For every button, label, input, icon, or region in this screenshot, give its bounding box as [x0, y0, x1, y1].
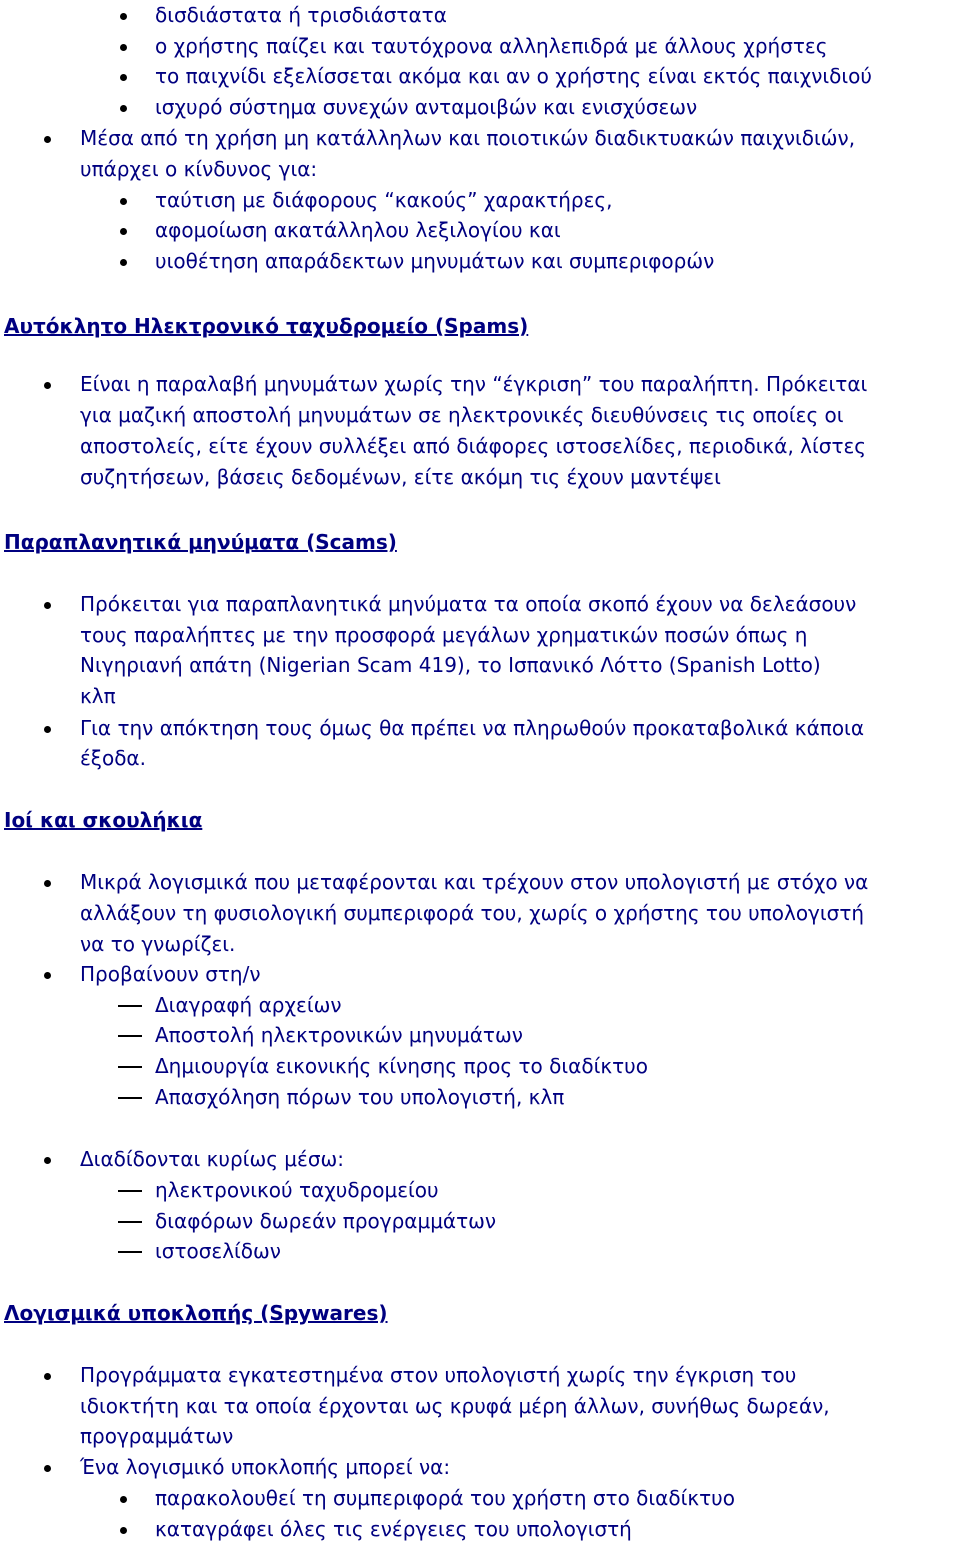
sub-list-item: Δημιουργία εικονικής κίνησης προς το διαδίκτυο: [155, 1054, 648, 1078]
paragraph-line: ιδιοκτήτη και τα οποία έρχονται ως κρυφά μέρη άλλων, συνήθως δωρεάν,: [80, 1394, 830, 1418]
bullet-icon: [44, 136, 51, 143]
paragraph-line: Προβαίνουν στη/ν: [80, 962, 261, 986]
risk-intro-line: υπάρχει ο κίνδυνος για:: [80, 157, 318, 181]
paragraph-line: συζητήσεων, βάσεις δεδομένων, είτε ακόμη τις έχουν μαντέψει: [80, 465, 721, 489]
dash-icon: [118, 1251, 142, 1253]
dash-icon: [118, 1190, 142, 1192]
dash-icon: [118, 1221, 142, 1223]
bullet-icon: [120, 1527, 127, 1534]
list-item: δισδιάστατα ή τρισδιάστατα: [155, 3, 447, 27]
paragraph-line: κλπ: [80, 684, 116, 708]
bullet-icon: [120, 1496, 127, 1503]
bullet-icon: [44, 880, 51, 887]
bullet-icon: [44, 1157, 51, 1164]
list-item: ο χρήστης παίζει και ταυτόχρονα αλληλεπιδρά με άλλους χρήστες: [155, 34, 828, 58]
sub-list-item: Διαγραφή αρχείων: [155, 993, 342, 1017]
paragraph-line: να το γνωρίζει.: [80, 932, 236, 956]
sub-list-item: διαφόρων δωρεάν προγραμμάτων: [155, 1209, 497, 1233]
sub-list-item: καταγράφει όλες τις ενέργειες του υπολογιστή: [155, 1517, 632, 1541]
paragraph-line: Είναι η παραλαβή μηνυμάτων χωρίς την “έγκριση” του παραλήπτη. Πρόκειται: [80, 372, 868, 396]
paragraph-line: προγραμμάτων: [80, 1424, 234, 1448]
sub-list-item: Αποστολή ηλεκτρονικών μηνυμάτων: [155, 1023, 523, 1047]
bullet-icon: [120, 13, 127, 20]
list-item: ισχυρό σύστημα συνεχών ανταμοιβών και ενισχύσεων: [155, 95, 698, 119]
paragraph-line: έξοδα.: [80, 746, 146, 770]
sub-list-item: Απασχόληση πόρων του υπολογιστή, κλπ: [155, 1085, 565, 1109]
paragraph-line: Προγράμματα εγκατεστημένα στον υπολογιστή χωρίς την έγκριση του: [80, 1363, 797, 1387]
risk-intro-line: Μέσα από τη χρήση μη κατάλληλων και ποιοτικών διαδικτυακών παιχνιδιών,: [80, 126, 856, 150]
paragraph-line: αποστολείς, είτε έχουν συλλέξει από διάφορες ιστοσελίδες, περιοδικά, λίστες: [80, 434, 867, 458]
section-heading-scams: Παραπλανητικά μηνύματα (Scams): [4, 530, 397, 554]
paragraph-line: Διαδίδονται κυρίως μέσω:: [80, 1147, 344, 1171]
dash-icon: [118, 1066, 142, 1068]
paragraph-line: αλλάξουν τη φυσιολογική συμπεριφορά του, χωρίς ο χρήστης του υπολογιστή: [80, 901, 865, 925]
bullet-icon: [44, 972, 51, 979]
paragraph-line: Ένα λογισμικό υποκλοπής μπορεί να:: [80, 1455, 451, 1479]
paragraph-line: Για την απόκτηση τους όμως θα πρέπει να πληρωθούν προκαταβολικά κάποια: [80, 716, 865, 740]
dash-icon: [118, 1097, 142, 1099]
bullet-icon: [120, 44, 127, 51]
paragraph-line: τους παραλήπτες με την προσφορά μεγάλων χρηματικών ποσών όπως η: [80, 623, 808, 647]
bullet-icon: [44, 382, 51, 389]
sub-list-item: ιστοσελίδων: [155, 1239, 281, 1263]
paragraph-line: Νιγηριανή απάτη (Nigerian Scam 419), το Ισπανικό Λόττο (Spanish Lotto): [80, 653, 821, 677]
paragraph-line: Μικρά λογισμικά που μεταφέρονται και τρέχουν στον υπολογιστή με στόχο να: [80, 870, 869, 894]
list-item: υιοθέτηση απαράδεκτων μηνυμάτων και συμπεριφορών: [155, 249, 715, 273]
list-item: αφομοίωση ακατάλληλου λεξιλογίου και: [155, 218, 561, 242]
sub-list-item: παρακολουθεί τη συμπεριφορά του χρήστη στο διαδίκτυο: [155, 1486, 735, 1510]
bullet-icon: [120, 198, 127, 205]
bullet-icon: [44, 602, 51, 609]
bullet-icon: [120, 259, 127, 266]
section-heading-spams: Αυτόκλητο Ηλεκτρονικό ταχυδρομείο (Spams): [4, 314, 529, 338]
list-item: το παιχνίδι εξελίσσεται ακόμα και αν ο χρήστης είναι εκτός παιχνιδιού: [155, 64, 872, 88]
section-heading-viruses: Ιοί και σκουλήκια: [4, 808, 203, 832]
dash-icon: [118, 1005, 142, 1007]
dash-icon: [118, 1035, 142, 1037]
bullet-icon: [44, 726, 51, 733]
bullet-icon: [120, 105, 127, 112]
sub-list-item: ηλεκτρονικού ταχυδρομείου: [155, 1178, 439, 1202]
bullet-icon: [120, 74, 127, 81]
paragraph-line: Πρόκειται για παραπλανητικά μηνύματα τα οποία σκοπό έχουν να δελεάσουν: [80, 592, 857, 616]
list-item: ταύτιση με διάφορους “κακούς” χαρακτήρες,: [155, 188, 613, 212]
bullet-icon: [120, 228, 127, 235]
section-heading-spywares: Λογισμικά υποκλοπής (Spywares): [4, 1301, 388, 1325]
bullet-icon: [44, 1373, 51, 1380]
paragraph-line: για μαζική αποστολή μηνυμάτων σε ηλεκτρονικές διευθύνσεις τις οποίες οι: [80, 403, 844, 427]
bullet-icon: [44, 1465, 51, 1472]
